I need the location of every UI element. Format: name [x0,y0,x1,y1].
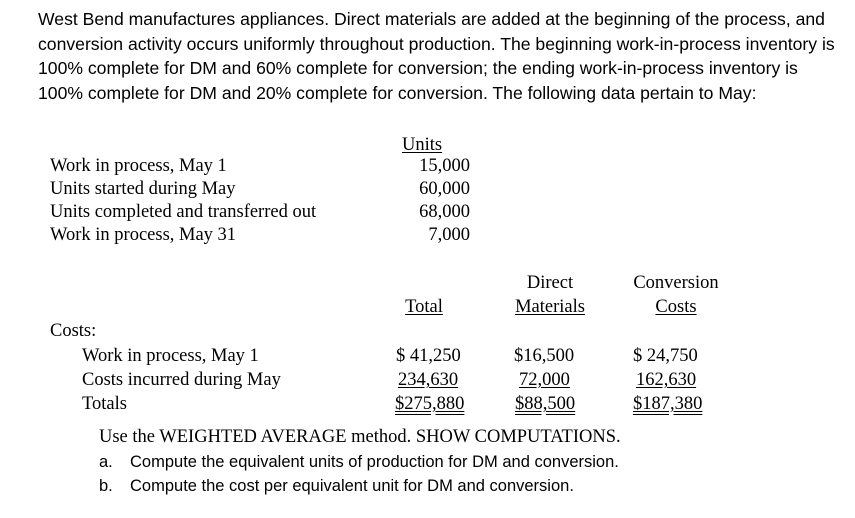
units-row-label: Work in process, May 1 [50,156,227,176]
question-text: Compute the cost per equivalent unit for DM and conversion. [130,477,574,495]
conv-header-line2: Costs [655,297,697,317]
units-row-value: 15,000 [419,156,470,176]
costs-row-total: 234,630 [398,370,459,390]
costs-row-conv: $187,380 [633,394,703,414]
conv-header-line1: Conversion [633,273,719,293]
units-header: Units [402,135,443,155]
costs-row-label: Totals [82,394,127,414]
units-row-label: Work in process, May 31 [50,225,237,245]
costs-section-label: Costs: [50,321,97,341]
total-header: Total [405,297,443,317]
costs-row-label: Costs incurred during May [82,370,281,390]
costs-row-total: $ 41,250 [396,346,461,366]
units-row-label: Units completed and transferred out [50,202,317,222]
problem-intro: West Bend manufactures appliances. Direct materials are added at the beginning of the process, and conversion activity occurs uniformly throughout production. The beginning work-in-process inventory is 100% complete for DM and 60% complete for conversion; the ending work-in-process inventory is 100% complete for DM and 20% complete for conversion. The following data pertain to May: [38,9,835,103]
units-row-value: 60,000 [419,179,470,199]
question-letter: a. [99,453,113,471]
costs-row-conv: $ 24,750 [633,346,698,366]
dm-header-line1: Direct [526,273,574,293]
costs-row-label: Work in process, May 1 [82,346,259,366]
costs-row-conv: 162,630 [636,370,697,390]
questions-intro: Use the WEIGHTED AVERAGE method. SHOW COMPUTATIONS. [99,427,621,447]
question-text: Compute the equivalent units of production for DM and conversion. [130,453,619,471]
units-row-value: 68,000 [419,202,470,222]
question-item [99,450,839,474]
costs-row-total: $275,880 [395,394,465,414]
question-letter: b. [99,477,113,495]
costs-row-dm: 72,000 [519,370,570,390]
questions [99,426,839,498]
units-row-label: Units started during May [50,179,236,199]
costs-row-dm: $16,500 [514,346,575,366]
costs-row-dm: $88,500 [515,394,576,414]
dm-header-line2: Materials [515,297,585,317]
units-row-value: 7,000 [428,225,470,245]
question-item [99,474,839,498]
